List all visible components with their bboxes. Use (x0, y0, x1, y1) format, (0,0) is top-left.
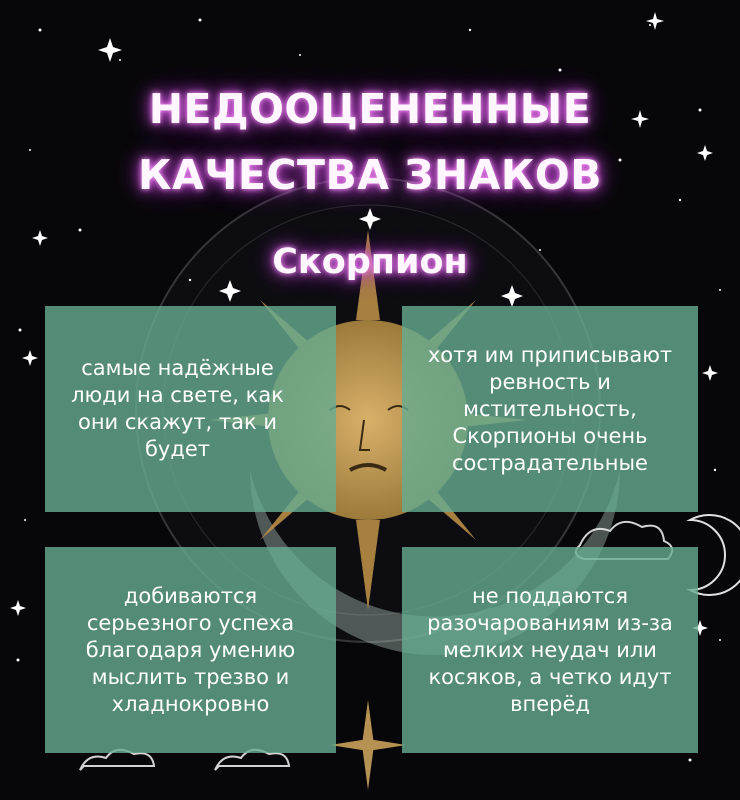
quality-card-text: не поддаются разочарованиям из-за мелких неудач или косяков, а четко идут вперёд (427, 583, 673, 716)
quality-card-1 (45, 306, 336, 512)
quality-card-text: самые надёжные люди на свете, как они скажут, так и будет (71, 356, 284, 461)
quality-card-3 (45, 547, 336, 753)
quality-card-2 (402, 306, 698, 512)
page-title-line-2: КАЧЕСТВА ЗНАКОВ (138, 151, 602, 199)
compass-star-icon (330, 700, 406, 790)
quality-card-text: добиваются серьезного успеха благодаря умению мыслить трезво и хладнокровно (85, 583, 296, 716)
quality-card-text: хотя им приписывают ревность и мстительность, Скорпионы очень сострадательные (427, 342, 673, 475)
page-title-line-1: НЕДООЦЕНЕННЫЕ (148, 85, 592, 133)
quality-card-4 (402, 547, 698, 753)
zodiac-sign-title: Скорпион (272, 242, 468, 282)
